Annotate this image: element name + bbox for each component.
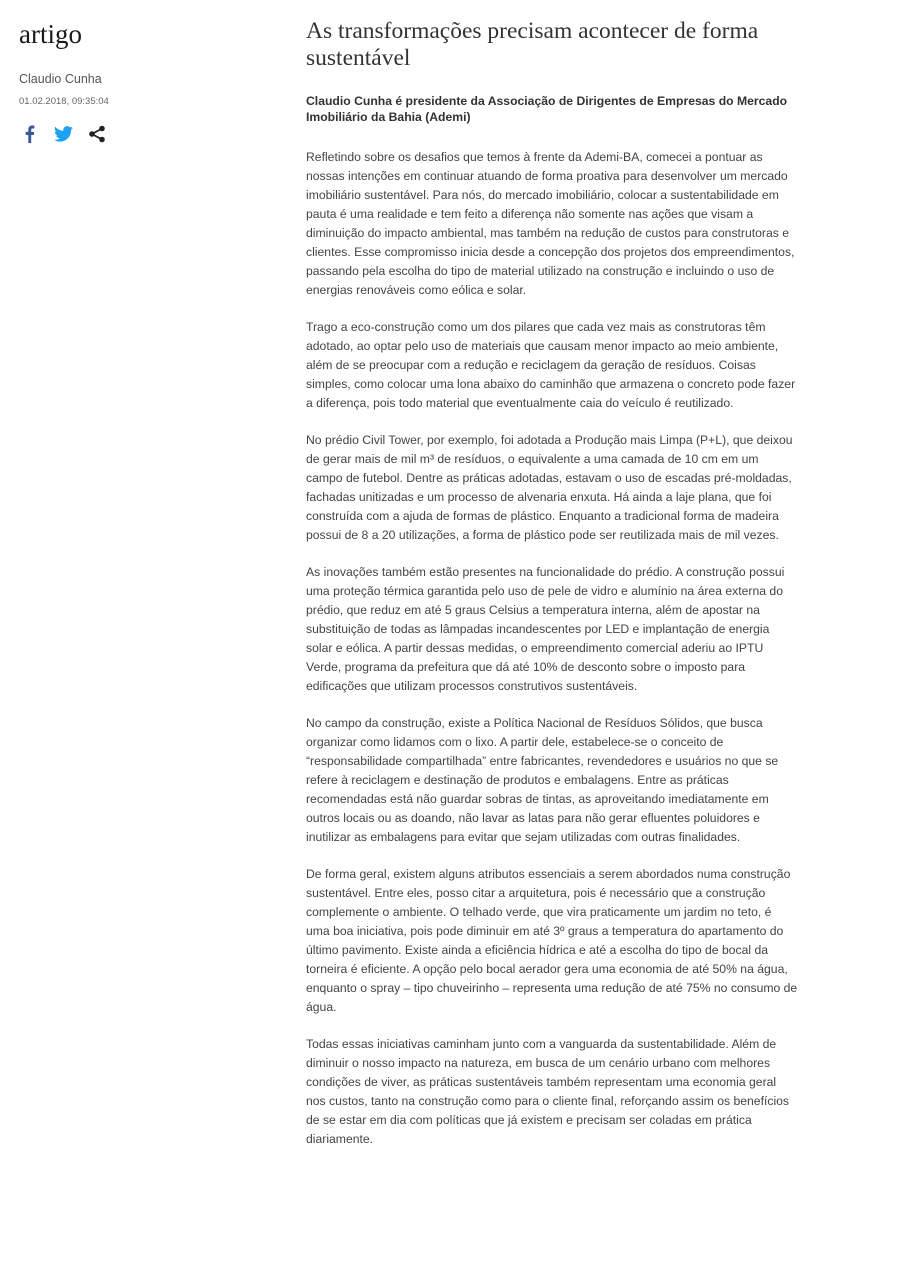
share-icon [88,125,106,143]
article-paragraph: No campo da construção, existe a Política Nacional de Resíduos Sólidos, que busca organizar como lidamos com o lixo. A partir dele, estabelece-se o conceito de “responsabilidade compartilhada” entre fabricantes, revendedores e usuários no que se refere à reciclagem e destinação de produtos e embalagens. Entre as práticas recomendadas está não guardar sobras de tintas, as aproveitando imediatamente em outros locais ou as doando, não lavar as latas para não gerar efluentes poluidores e inutilizar as embalagens para evitar que sejam utilizadas com outras finalidades. [306,716,779,844]
section-label: artigo [19,19,82,49]
share-bar [19,124,259,144]
twitter-share-button[interactable] [53,124,73,144]
article-sidebar [19,18,259,144]
article-lead: Claudio Cunha é presidente da Associação de Dirigentes de Empresas do Mercado Imobiliário da Bahia (Ademi) [306,94,788,124]
article-title: As transformações precisam acontecer de forma sustentável [306,18,759,71]
article-paragraph: De forma geral, existem alguns atributos essenciais a serem abordados numa construção sustentável. Entre eles, posso citar a arquitetura, pois é necessário que a construção complemente o ambiente. O telhado verde, que vira praticamente um jardim no teto, é uma boa iniciativa, pois pode diminuir em até 3º graus a temperatura do apartamento do último pavimento. Existe ainda a eficiência hídrica e até a escolha do tipo de bocal da torneira é eficiente. A opção pelo bocal aerador gera uma economia de até 50% na água, enquanto o spray – tipo chuveirinho – representa uma redução de até 75% no consumo de água. [306,867,798,1014]
article-main [306,18,798,1167]
publish-date: 01.02.2018, 09:35:04 [19,96,109,107]
article-paragraph: As inovações também estão presentes na funcionalidade do prédio. A construção possui uma proteção térmica garantida pelo uso de pele de vidro e alumínio na área externa do prédio, que reduz em até 5 graus Celsius a temperatura interna, além de apostar na substituição de todas as lâmpadas incandescentes por LED e implantação de energia solar e eólica. A partir dessas medidas, o empreendimento comercial aderiu ao IPTU Verde, programa da prefeitura que dá até 10% de desconto sobre o imposto para edificações que utilizam processos construtivos sustentáveis. [306,565,785,693]
article-paragraph: Todas essas iniciativas caminham junto com a vanguarda da sustentabilidade. Além de diminuir o nosso impacto na natureza, em busca de um cenário urbano com melhores condições de viver, as práticas sustentáveis também representam uma economia geral nos custos, tanto na construção como para o cliente final, reforçando assim os benefícios de se estar em dia com políticas que já existem e precisam ser coladas em prática diariamente. [306,1037,790,1146]
article-paragraph: Trago a eco-construção como um dos pilares que cada vez mais as construtoras têm adotado, ao optar pelo uso de materiais que causam menor impacto ao meio ambiente, além de se preocupar com a redução e reciclagem da geração de resíduos. Coisas simples, como colocar uma lona abaixo do caminhão que armazena o concreto pode fazer a diferença, pois todo material que eventualmente caia do veículo é reutilizado. [306,320,796,410]
facebook-icon [24,125,35,143]
article-paragraph: No prédio Civil Tower, por exemplo, foi adotada a Produção mais Limpa (P+L), que deixou de gerar mais de mil m³ de resíduos, o equivalente a uma camada de 10 cm em um campo de futebol. Dentre as práticas adotadas, estavam o uso de escadas pré-moldadas, fachadas unitizadas e um processo de alvenaria enxuta. Há ainda a laje plana, que foi construída com a ajuda de formas de plástico. Enquanto a tradicional forma de madeira possui de 8 a 20 utilizações, a forma de plástico pode ser reutilizada mais de mil vezes. [306,433,793,542]
more-share-button[interactable] [87,124,107,144]
article-body [306,148,798,1149]
author-name: Claudio Cunha [19,72,102,86]
twitter-icon [54,126,73,142]
facebook-share-button[interactable] [19,124,39,144]
article-paragraph: Refletindo sobre os desafios que temos à frente da Ademi-BA, comecei a pontuar as nossas intenções em continuar atuando de forma proativa para desenvolver um mercado imobiliário sustentável. Para nós, do mercado imobiliário, colocar a sustentabilidade em pauta é uma realidade e tem feito a diferença não somente nas ações que visam a diminuição do impacto ambiental, mas também na redução de custos para construtoras e clientes. Esse compromisso inicia desde a concepção dos projetos dos empreendimentos, passando pela escolha do tipo de material utilizado na construção e incluindo o uso de energias renováveis como eólica e solar. [306,150,795,297]
